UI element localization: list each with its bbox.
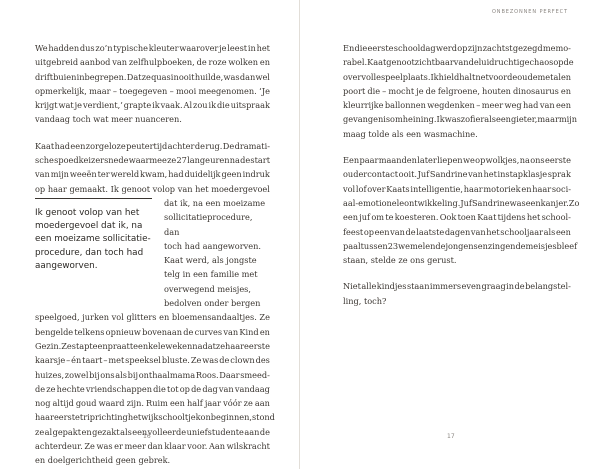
page-number-right: 17 <box>447 433 455 440</box>
text-line: kaarsje – én taart – met speeksel bluste. Ze was de clown des <box>35 355 270 366</box>
text-line: dat ik, na een moeizame <box>164 197 266 208</box>
text-line: krijgt wat je verdient,’ grapte ik vaak. Al zou ik die uitspraak <box>35 100 270 111</box>
right-paragraph-2 <box>343 153 580 267</box>
text-line: ze al gepakt en gezakt als een volleerde uniefstudente aan de <box>35 426 270 437</box>
text-line: de ze hechte vriendschappen die tot op de dag van vandaag <box>35 383 270 394</box>
text-line: opmerkelijk, maar – toegegeven – mooi meegenomen. ‘Je <box>35 85 270 96</box>
text-line: Kaat werd, als jongste <box>164 255 257 266</box>
text-line: maag tolde als een wasmachine. <box>343 128 478 139</box>
text-line: kleurrijke ballonnen wegdenken – meer weg had van een <box>343 100 571 111</box>
pull-quote: Ik genoot volop van het moedergevoel dat ik, na een moeizame sollicitatie-procedure, dan toch had aangeworven. <box>35 198 152 310</box>
left-paragraph-2 <box>35 139 275 468</box>
running-header: ONBEZONNEN PERFECT <box>491 9 568 15</box>
text-line: overwegend meisjes, <box>164 283 251 294</box>
text-line: op haar gemaakt. Ik genoot volop van het moedergevoel <box>35 183 270 194</box>
text-line: huizes, zowel bij ons als bij onthaalmama Roos. Daar smeed- <box>35 369 270 380</box>
text-line: feest op een van de laatste dagen van het schooljaar als een <box>343 226 571 237</box>
text-line: haar eerste trip richting het wijkschooltje kon beginnen, stond <box>35 412 275 423</box>
text-line: uitgebreid aanbod van zelfhulpboeken, de roze wolken en <box>35 57 270 68</box>
left-paragraph-1 <box>35 41 270 127</box>
text-line: Gezin. Ze stapte en praatte enkele weken nadat ze haar eerste <box>35 340 270 351</box>
text-line: een juf om te koesteren. Ook toen Kaat tijdens het school- <box>343 212 571 223</box>
text-line: vandaag toch wat meer nuanceren. <box>35 114 182 125</box>
right-paragraph-1 <box>343 41 578 141</box>
text-line: nog altijd goud waard zijn. Ruim een half jaar vóór ze aan <box>35 398 270 409</box>
text-line: paal tussen 23 wemelende jongens en zingende meisjes bleef <box>343 240 578 251</box>
text-line: poort die – mocht je de felgroene, houten dinosaurus en <box>343 85 571 96</box>
text-line: Een paar maanden later liepen we op wolkjes, na ons eerste <box>343 155 571 166</box>
text-line: van mijn weeën ter wereld kwam, had duidelijk geen indruk <box>35 169 270 180</box>
text-line: gevangenisomheining. Ik was zo fier als een gieter, maar mijn <box>343 114 578 125</box>
text-line: ling, toch? <box>343 295 387 306</box>
text-line: rabel. Kaat genoot zichtbaar van de luidruchtige chaos op de <box>343 57 574 68</box>
text-line: Kaat had een zorgeloze peutertijd achter de rug. De dramati- <box>35 140 270 151</box>
right-paragraph-3 <box>343 279 571 308</box>
text-line: achterdeur. Ze was er meer dan klaar voor. Aan wilskracht <box>35 441 270 452</box>
text-line: driftbuien inbegrepen. Dat ze quasi nooit huilde, was dan wel <box>35 71 270 82</box>
left-page-body <box>35 41 275 468</box>
text-line: telg in een familie met <box>164 269 258 280</box>
text-line: oudercontact ooit. Juf Sandrine van het instapklasje sprak <box>343 169 571 180</box>
page-number-left: 16 <box>143 433 151 440</box>
text-line: staan, stelde ze ons gerust. <box>343 255 457 266</box>
text-line: en doelgerichtheid geen gebrek. <box>35 455 171 466</box>
text-line: bengelde telkens opnieuw bovenaan de curves van Kind en <box>35 326 270 337</box>
text-line: overvolle speelplaats. Ik hield halt net voor de oude metalen <box>343 71 572 82</box>
text-line: vol lof over Kaats intelligentie, haar motoriek en haar soci- <box>343 183 571 194</box>
pull-quote-wrap <box>35 196 270 310</box>
text-line: En die eerste schooldag werd op zijn zachtst gezegd memo- <box>343 43 571 53</box>
text-line: sche spoedkeizersnede waarmee ze 27 lange uren na de start <box>35 155 270 166</box>
text-line: sollicitatieprocedure, dan <box>164 212 253 237</box>
text-line: speelgoed, jurken vol glitters en bloemensandaaltjes. Ze <box>35 312 270 323</box>
text-line: Niet alle kindjes staan immers even graag in de belangstel- <box>343 281 571 292</box>
text-line: aal-emotionele ontwikkeling. Juf Sandrine was een kanjer. Zo <box>343 197 580 208</box>
text-line: We hadden dus zo’n typische kleuter waarover je leest in het <box>35 43 270 53</box>
right-page-body <box>343 41 580 308</box>
text-line: bedolven onder bergen <box>164 298 261 309</box>
text-line: toch had aangeworven. <box>164 240 261 251</box>
page-gutter <box>299 0 300 469</box>
text-beside-quote <box>164 196 270 310</box>
